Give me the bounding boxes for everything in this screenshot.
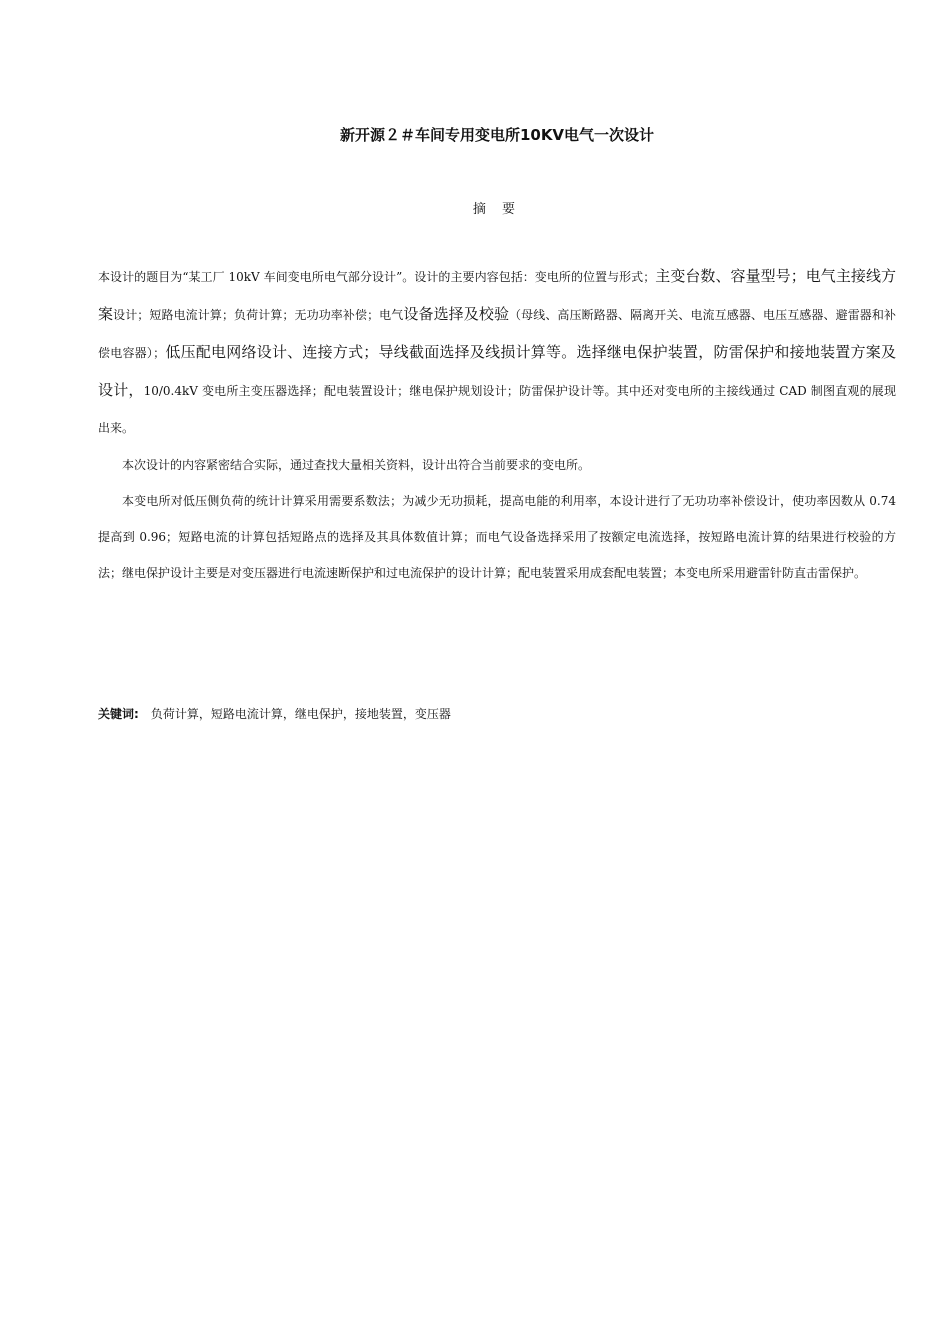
abstract-body: [98, 258, 896, 591]
paragraph-1-segment: （母线、高压断路器、隔离开关、电流互感器、电压互感器、避雷器和补偿电容器）；: [98, 308, 896, 360]
abstract-heading: 摘 要: [472, 202, 522, 217]
paragraph-1-segment: 设计；短路电流计算；负荷计算；无功功率补偿；电气: [113, 308, 404, 322]
paragraph-1-segment: 本设计的题目为“某工厂 10kV 车间变电所电气部分设计”。设计的主要内容包括：变电所的位置与形式；: [98, 270, 656, 284]
paragraph-1-segment: 低压配电网络设计、连接方式；导线截面选择及线损计算等。选择继电保护装置，防雷保护和接地装置方案及设计，: [98, 343, 896, 399]
abstract-paragraph-2: 本次设计的内容紧密结合实际，通过查找大量相关资料，设计出符合当前要求的变电所。: [122, 458, 591, 472]
abstract-paragraph-3: 本变电所对低压侧负荷的统计计算采用需要系数法；为减少无功损耗，提高电能的利用率，本设计进行了无功功率补偿设计，使功率因数从 0.74 提高到 0.96；短路电流的计算包括短路点的选择及其具体数值计算；而电气设备选择采用了按额定电流选择，按短路电流计算的结果进行校验的方法；继电保护设计主要是对变压器进行电流速断保护和过电流保护的设计计算；配电装置采用成套配电装置；本变电所采用避雷针防直击雷保护。: [98, 494, 896, 580]
keywords-text: 负荷计算，短路电流计算，继电保护，接地装置，变压器: [150, 707, 451, 721]
keywords-label: 关键词:: [98, 707, 139, 721]
abstract-paragraph-1: [98, 258, 896, 447]
keywords-line: [98, 703, 896, 725]
document-title: 新开源２＃车间专用变电所10KV电气一次设计: [339, 126, 655, 144]
paragraph-1-segment: 设备选择及校验: [403, 305, 510, 323]
paragraph-1-segment: 主变台数、容量型号；电气主接线方案: [98, 267, 896, 323]
paragraph-1-segment: 10/0.4kV 变电所主变压器选择；配电装置设计；继电保护规划设计；防雷保护设计等。其中还对变电所的主接线通过 CAD 制图直观的展现出来。: [98, 384, 896, 435]
